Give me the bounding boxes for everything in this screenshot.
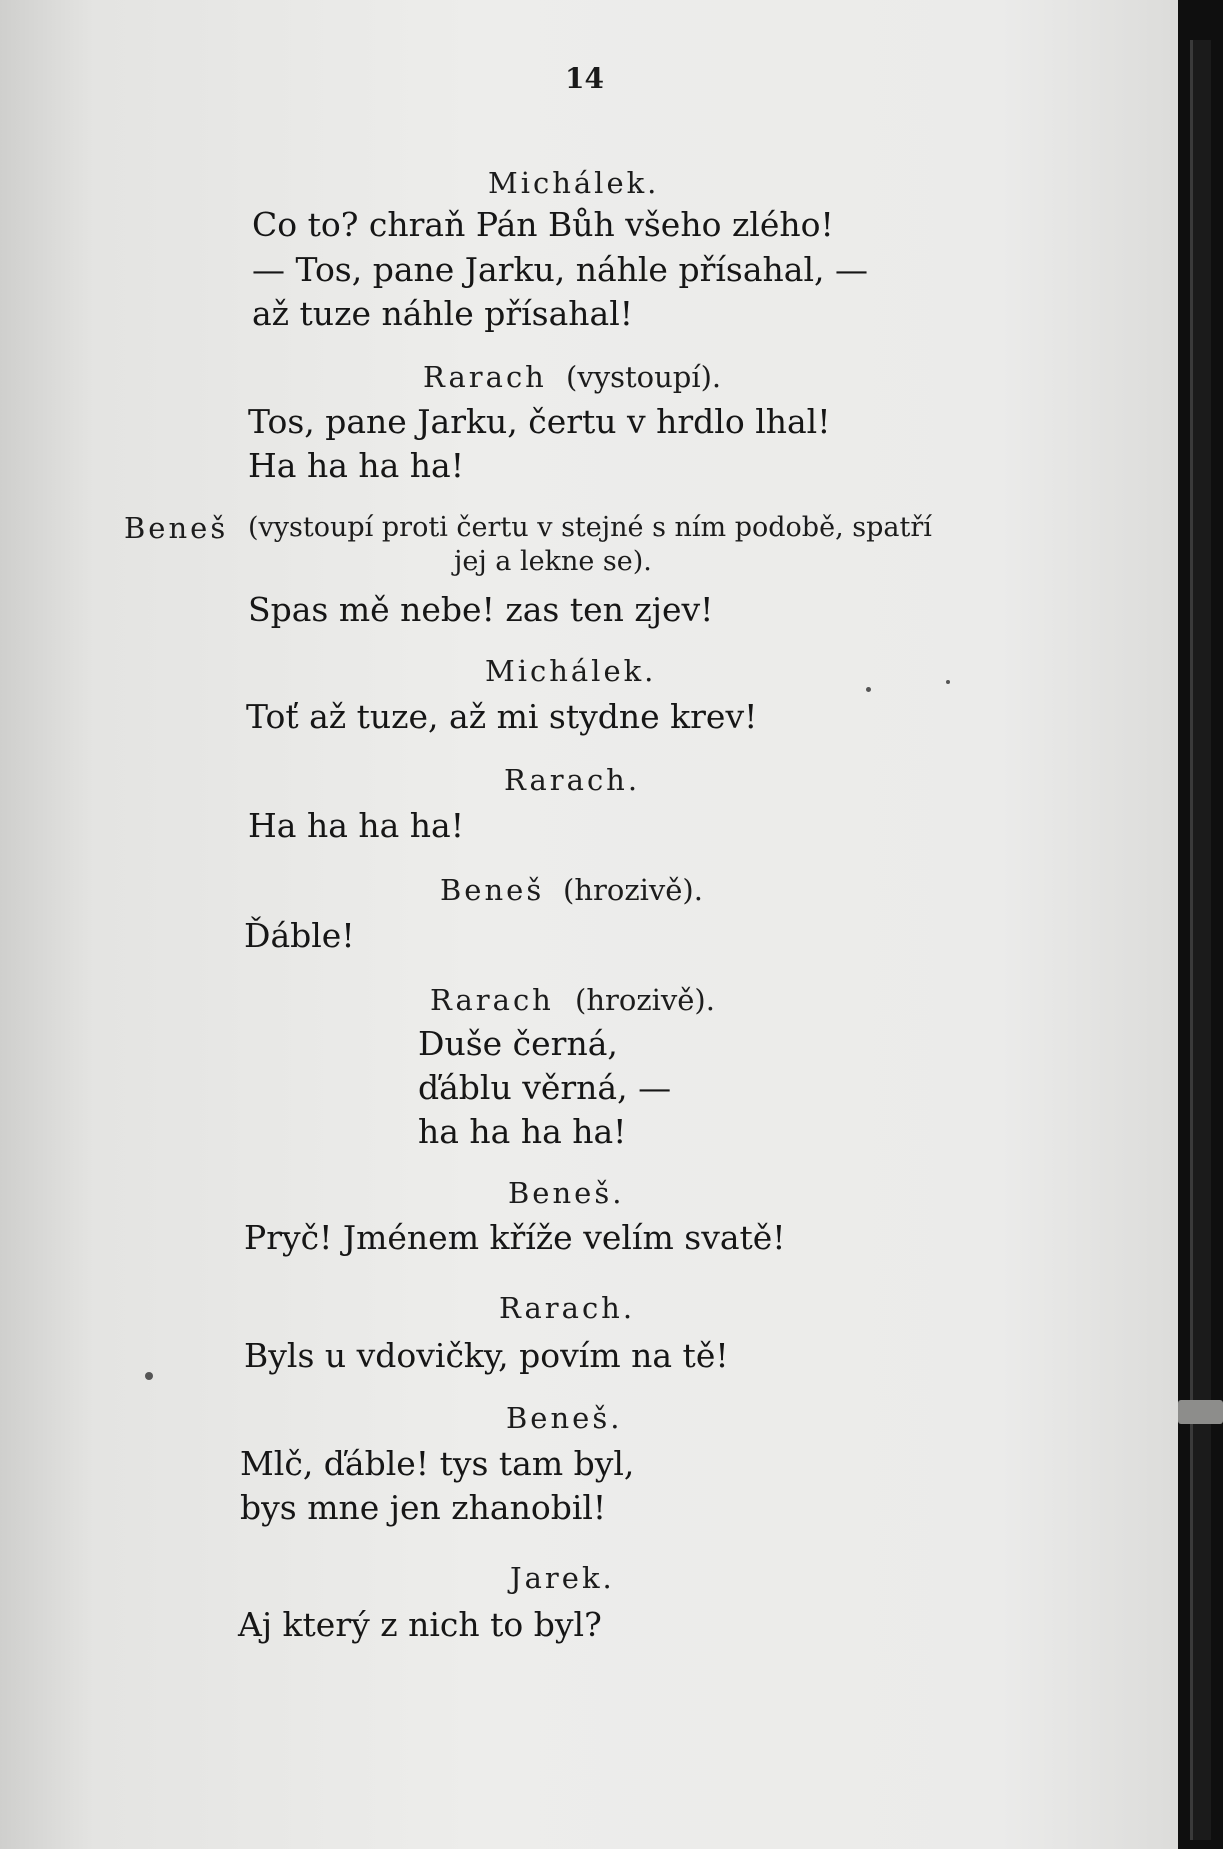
speaker-label: Beneš bbox=[440, 873, 545, 907]
verse-line: Ha ha ha ha! bbox=[248, 806, 464, 845]
verse-line: Co to? chraň Pán Bůh všeho zlého! bbox=[252, 205, 834, 244]
verse-line: Pryč! Jménem kříže velím svatě! bbox=[244, 1218, 786, 1257]
stage-direction-continued: jej a lekne se). bbox=[454, 546, 652, 577]
verse-line: — Tos, pane Jarku, náhle přísahal, — bbox=[252, 250, 868, 289]
stage-direction: (hrozivě). bbox=[575, 983, 715, 1017]
verse-line: ha ha ha ha! bbox=[418, 1112, 627, 1151]
verse-line: ďáblu věrná, — bbox=[418, 1068, 672, 1107]
speaker-label: Beneš. bbox=[508, 1176, 625, 1210]
ink-speck bbox=[946, 680, 950, 684]
verse-line: Duše černá, bbox=[418, 1024, 618, 1063]
verse-line: Aj který z nich to byl? bbox=[238, 1605, 602, 1644]
binding-strip bbox=[1190, 40, 1211, 1840]
speaker-label: Beneš. bbox=[506, 1401, 623, 1435]
speaker-label: Rarach bbox=[430, 983, 554, 1017]
verse-line: Mlč, ďáble! tys tam byl, bbox=[240, 1444, 635, 1483]
stage-direction: (vystoupí). bbox=[566, 360, 722, 394]
binding-clip bbox=[1178, 1400, 1223, 1424]
ink-speck bbox=[866, 687, 871, 692]
speaker-label: Rarach. bbox=[499, 1291, 636, 1325]
stage-direction: (hrozivě). bbox=[563, 873, 703, 907]
verse-line: Byls u vdovičky, povím na tě! bbox=[244, 1336, 729, 1375]
stage-direction: (vystoupí proti čertu v stejné s ním podobě, spatří bbox=[248, 512, 932, 543]
ink-speck bbox=[145, 1372, 153, 1380]
speaker-label: Jarek. bbox=[510, 1561, 615, 1595]
speaker-label: Michálek. bbox=[485, 654, 657, 688]
verse-line: Ha ha ha ha! bbox=[248, 446, 464, 485]
speaker-label: Beneš bbox=[124, 511, 229, 545]
verse-line: Tos, pane Jarku, čertu v hrdlo lhal! bbox=[248, 402, 831, 441]
speaker-label: Michálek. bbox=[488, 166, 660, 200]
speaker-label: Rarach bbox=[423, 360, 547, 394]
page-number: 14 bbox=[565, 62, 604, 95]
verse-line: bys mne jen zhanobil! bbox=[240, 1488, 607, 1527]
verse-line: až tuze náhle přísahal! bbox=[252, 294, 634, 333]
speaker-label: Rarach. bbox=[504, 763, 641, 797]
verse-line: Spas mě nebe! zas ten zjev! bbox=[248, 590, 714, 629]
verse-line: Toť až tuze, až mi stydne krev! bbox=[246, 697, 758, 736]
verse-line: Ďáble! bbox=[244, 916, 355, 955]
